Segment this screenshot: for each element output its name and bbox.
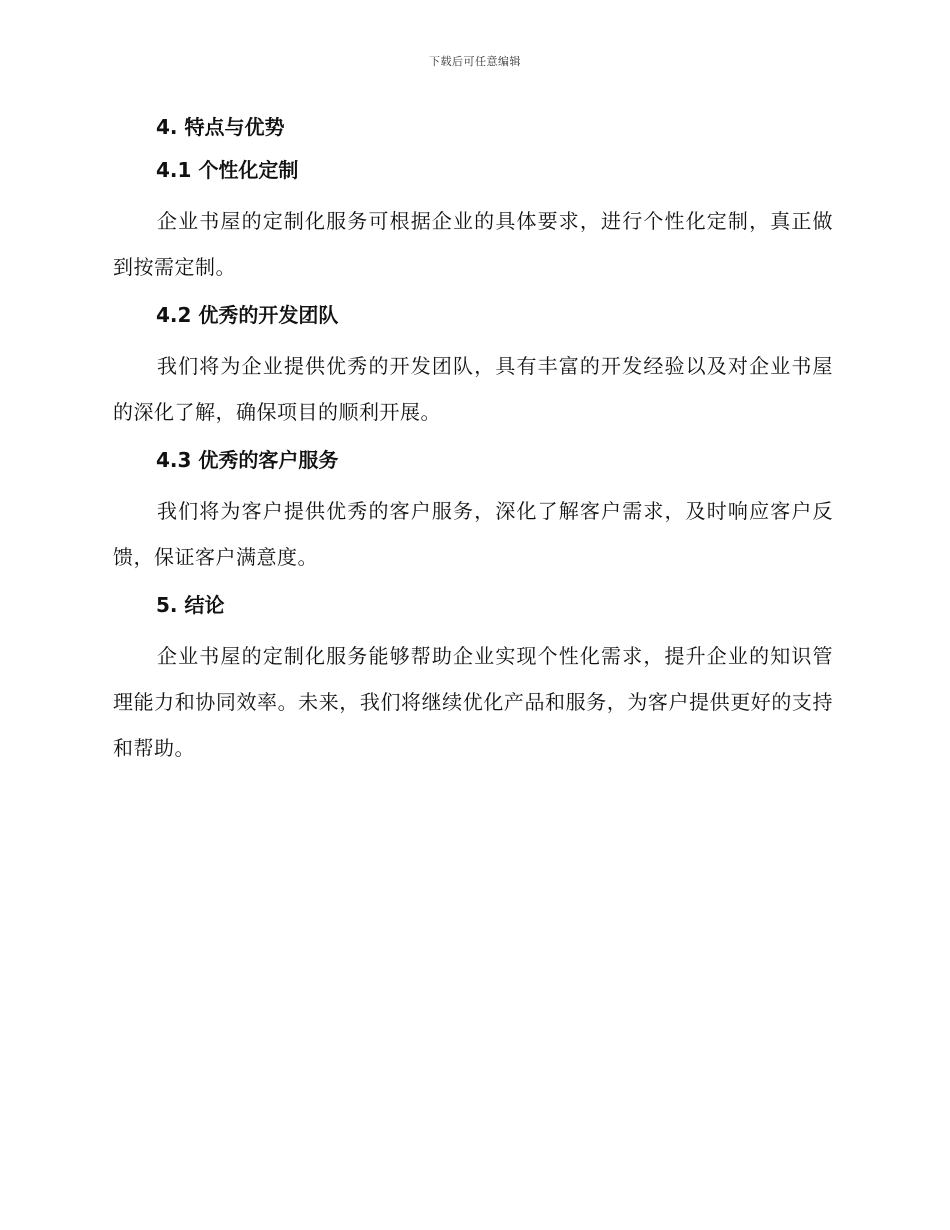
subsection-heading-4-2: 4.2 优秀的开发团队: [156, 303, 339, 327]
paragraph-4-2: 我们将为企业提供优秀的开发团队，具有丰富的开发经验以及对企业书屋的深化了解，确保项目的顺利开展。: [113, 354, 833, 424]
paragraph-4-1: 企业书屋的定制化服务可根据企业的具体要求，进行个性化定制，真正做到按需定制。: [113, 209, 833, 279]
paragraph-5: 企业书屋的定制化服务能够帮助企业实现个性化需求，提升企业的知识管理能力和协同效率。未来，我们将继续优化产品和服务，为客户提供更好的支持和帮助。: [113, 644, 833, 760]
subsection-heading-4-3: 4.3 优秀的客户服务: [156, 448, 339, 472]
document-body: [113, 112, 833, 781]
page-header-note: 下载后可任意编辑: [429, 55, 521, 68]
section-heading-4: 4. 特点与优势: [156, 115, 285, 139]
section-heading-5: 5. 结论: [156, 593, 225, 617]
subsection-heading-4-1: 4.1 个性化定制: [156, 158, 299, 182]
paragraph-4-3: 我们将为客户提供优秀的客户服务，深化了解客户需求，及时响应客户反馈，保证客户满意度。: [113, 499, 833, 569]
